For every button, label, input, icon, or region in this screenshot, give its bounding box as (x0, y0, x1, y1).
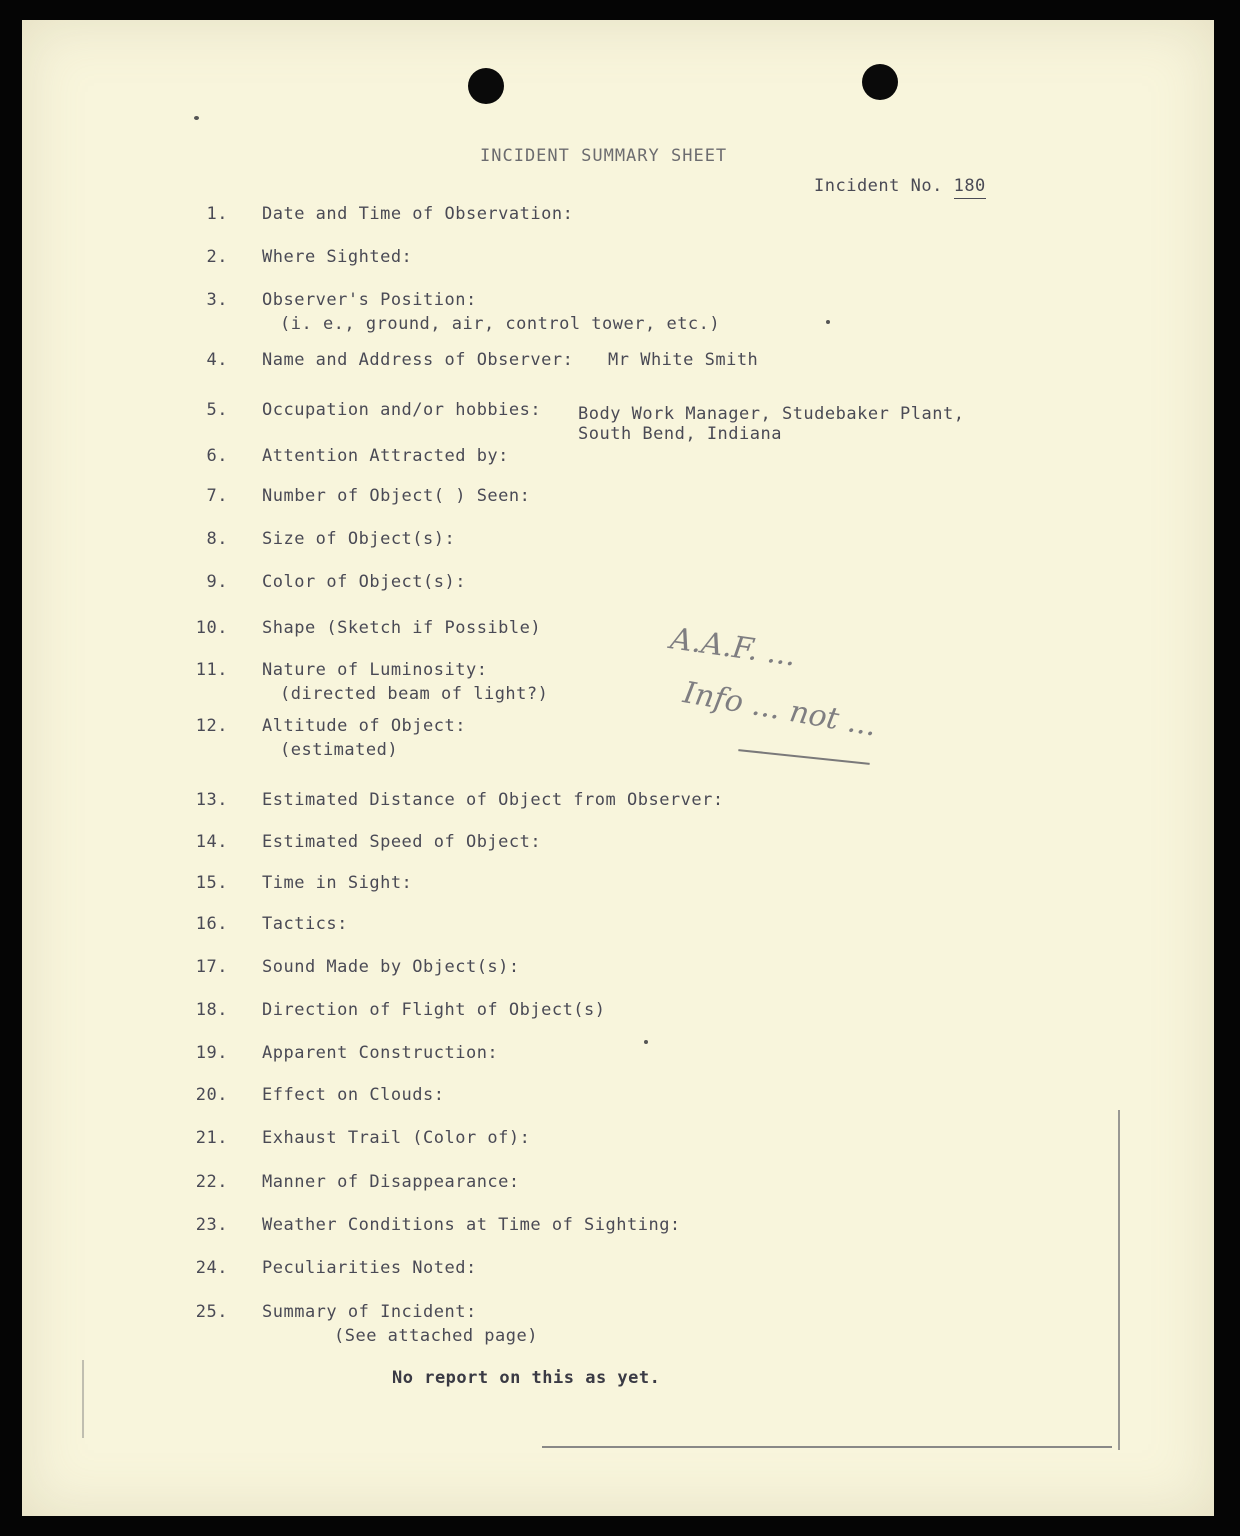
item-number: 13. (195, 790, 228, 810)
item-label: Exhaust Trail (Color of): (262, 1128, 531, 1148)
item-label: Attention Attracted by: (262, 446, 509, 466)
item-number: 24. (195, 1258, 228, 1278)
left-margin-mark (82, 1360, 84, 1438)
item-label: Summary of Incident: (262, 1302, 477, 1322)
bottom-rule (542, 1446, 1112, 1448)
item-number: 23. (195, 1215, 228, 1235)
item-number: 15. (195, 873, 228, 893)
item-sublabel: (directed beam of light?) (280, 684, 549, 704)
item-label: Shape (Sketch if Possible) (262, 618, 542, 638)
item-sublabel: (See attached page) (334, 1326, 538, 1346)
item-number: 21. (195, 1128, 228, 1148)
item-label: Effect on Clouds: (262, 1085, 445, 1105)
speck (194, 116, 199, 120)
item-answer: Body Work Manager, Studebaker Plant, (578, 404, 965, 424)
item-sublabel: (i. e., ground, air, control tower, etc.) (280, 314, 721, 334)
item-sublabel: (estimated) (280, 740, 399, 760)
speck (644, 1040, 648, 1044)
item-number: 8. (206, 529, 228, 549)
item-label: Where Sighted: (262, 247, 413, 267)
item-label: Name and Address of Observer: (262, 350, 574, 370)
right-margin-rule (1118, 1110, 1120, 1450)
item-label: Color of Object(s): (262, 572, 466, 592)
punch-hole (862, 64, 898, 100)
item-number: 9. (206, 572, 228, 592)
item-number: 6. (206, 446, 228, 466)
item-number: 19. (195, 1043, 228, 1063)
item-label: Weather Conditions at Time of Sighting: (262, 1215, 681, 1235)
item-number: 2. (206, 247, 228, 267)
item-label: Observer's Position: (262, 290, 477, 310)
item-number: 12. (195, 716, 228, 736)
item-label: Direction of Flight of Object(s) (262, 1000, 606, 1020)
item-number: 7. (206, 486, 228, 506)
item-answer-line2: South Bend, Indiana (578, 424, 782, 444)
item-number: 3. (206, 290, 228, 310)
closing-note: No report on this as yet. (392, 1368, 661, 1388)
item-number: 11. (195, 660, 228, 680)
item-number: 20. (195, 1085, 228, 1105)
incident-number-label: Incident No. (814, 176, 943, 196)
item-number: 10. (195, 618, 228, 638)
item-label: Date and Time of Observation: (262, 204, 574, 224)
item-label: Estimated Distance of Object from Observer: (262, 790, 724, 810)
item-label: Manner of Disappearance: (262, 1172, 520, 1192)
handwritten-underline (738, 749, 869, 765)
item-number: 22. (195, 1172, 228, 1192)
item-number: 16. (195, 914, 228, 934)
item-label: Peculiarities Noted: (262, 1258, 477, 1278)
item-number: 18. (195, 1000, 228, 1020)
item-label: Size of Object(s): (262, 529, 456, 549)
item-number: 4. (206, 350, 228, 370)
document-page (22, 20, 1214, 1516)
item-answer: Mr White Smith (608, 350, 759, 370)
item-number: 14. (195, 832, 228, 852)
item-label: Occupation and/or hobbies: (262, 400, 542, 420)
item-label: Nature of Luminosity: (262, 660, 488, 680)
item-label: Number of Object( ) Seen: (262, 486, 531, 506)
item-label: Sound Made by Object(s): (262, 957, 520, 977)
item-number: 1. (206, 204, 228, 224)
speck (826, 320, 830, 324)
item-number: 5. (206, 400, 228, 420)
handwritten-note-line1: A.A.F. ... (668, 621, 799, 674)
handwritten-note-line2: Info ... not ... (680, 675, 880, 744)
incident-number-field (814, 176, 986, 196)
form-title: INCIDENT SUMMARY SHEET (480, 146, 728, 166)
incident-number-value: 180 (954, 176, 986, 199)
item-number: 17. (195, 957, 228, 977)
punch-hole (468, 68, 504, 104)
item-label: Altitude of Object: (262, 716, 466, 736)
item-label: Time in Sight: (262, 873, 413, 893)
item-number: 25. (195, 1302, 228, 1322)
item-label: Tactics: (262, 914, 348, 934)
item-label: Estimated Speed of Object: (262, 832, 542, 852)
item-label: Apparent Construction: (262, 1043, 499, 1063)
